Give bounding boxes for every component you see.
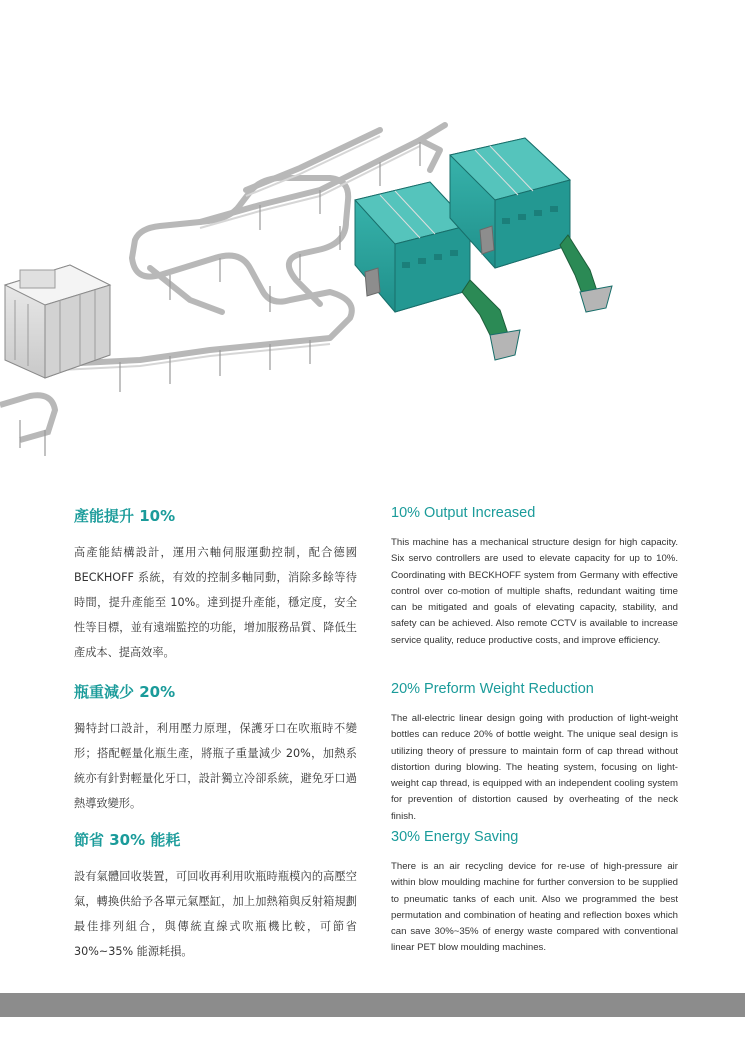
production-line-illustration bbox=[0, 0, 745, 480]
section-energy-zh bbox=[74, 829, 357, 964]
section-title-zh: 瓶重減少 20% bbox=[74, 683, 176, 701]
section-energy-en bbox=[391, 829, 678, 957]
section-body-en: There is an air recycling device for re-use of high-pressure air within blow moulding machine for further conversion to be supplied to pneumatic tanks of each unit. Also we programmed the best permutation and combination of heating and reflection boxes which can save 30%~35% of energy waste compared with conventional linear PET blow moulding machines. bbox=[391, 861, 678, 954]
conveyor-fragment bbox=[0, 395, 55, 440]
section-weight-zh bbox=[74, 681, 357, 816]
section-output-zh bbox=[74, 505, 357, 665]
section-body-en: The all-electric linear design going with production of light-weight bottles can reduce 20% of bottle weight. The unique seal design is utilizing theory of pressure to maintain form of cap thread without distortion during blowing. The heating system, focusing on light-weight cap thread, is equipped with an independent cooling system for prevention of distortion caused by overheating of the neck finish. bbox=[391, 713, 678, 822]
section-output-en bbox=[391, 505, 678, 649]
section-title-en: 20% Preform Weight Reduction bbox=[391, 681, 594, 697]
section-body-en: This machine has a mechanical structure design for high capacity. Six servo controllers are used to elevate capacity for up to 10%. Coordinating with BECKHOFF system from Germany with effective control over co-motion of multiple shafts, redundant waiting time can be mitigated and goals of elevating capacity, stability, and safety can be achieved. Also remote CCTV is available to increase service quality, reduce productive costs, and improve efficiency. bbox=[391, 537, 678, 646]
section-body-zh: 高產能結構設計，運用六軸伺服運動控制，配合德國 BECKHOFF 系統，有效的控制多軸同動，消除多餘等待時間，提升產能至 10%。達到提升產能，穩定度，安全性等目標，並有遠端監控的功能，增加服務品質、降低生產成本、提高效率。 bbox=[74, 546, 357, 659]
section-title-en: 10% Output Increased bbox=[391, 505, 536, 521]
section-body-zh: 設有氣體回收裝置，可回收再利用吹瓶時瓶模內的高壓空氣，轉換供給予各單元氣壓缸，加上加熱箱與反射箱規劃最佳排列組合，與傳統直線式吹瓶機比較，可節省 30%~35% 能源耗損。 bbox=[74, 870, 357, 958]
section-weight-en bbox=[391, 681, 678, 825]
section-title-zh: 產能提升 10% bbox=[74, 507, 176, 525]
section-title-en: 30% Energy Saving bbox=[391, 829, 519, 845]
section-body-zh: 獨特封口設計，利用壓力原理，保護牙口在吹瓶時不變形；搭配輕量化瓶生產，將瓶子重量減少 20%，加熱系統亦有針對輕量化牙口，設計獨立冷卻系統，避免牙口過熱導致變形。 bbox=[74, 722, 357, 810]
grey-machine bbox=[5, 265, 110, 378]
footer-bar bbox=[0, 993, 745, 1017]
section-title-zh: 節省 30% 能耗 bbox=[74, 831, 181, 849]
